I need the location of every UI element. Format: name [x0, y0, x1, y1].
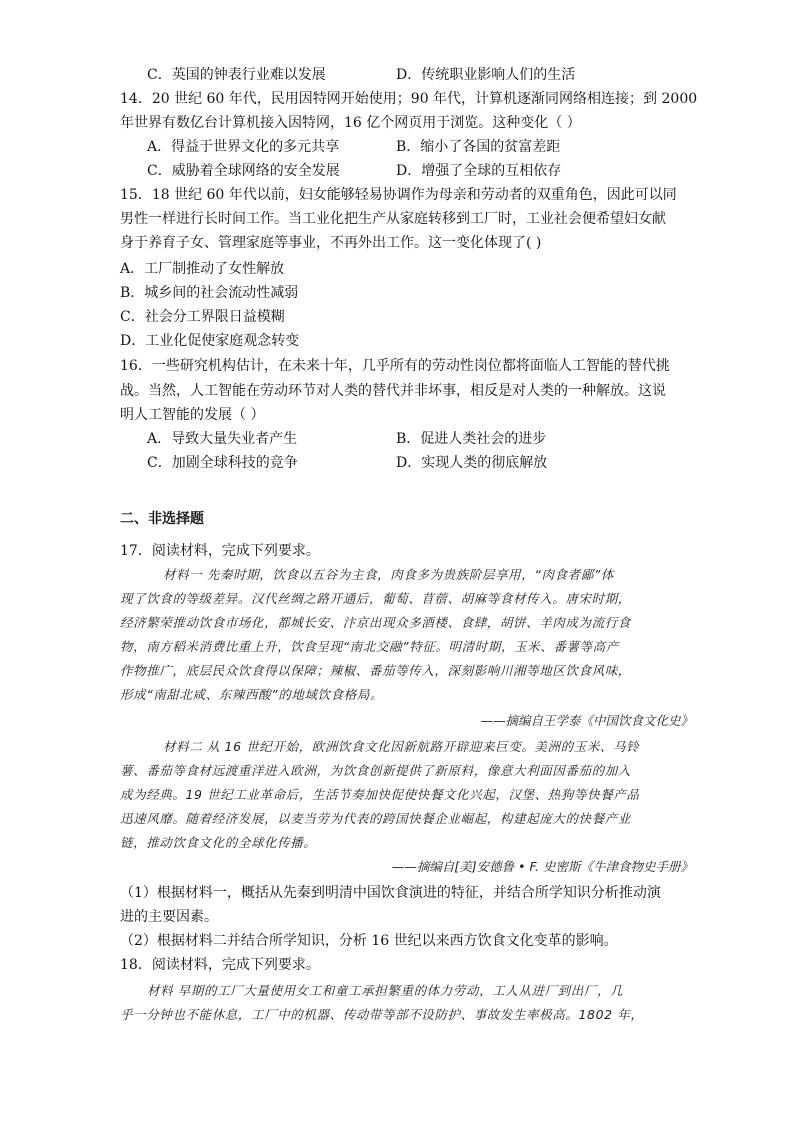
q17-material1-line: 物，南方稻米消费比重上升，饮食呈现“南北交融”特征。明清时期，玉米、番薯等高产 — [120, 639, 619, 654]
q16-stem-line3: 明人工智能的发展（ ） — [120, 407, 265, 423]
q17-material1-source: ——摘编自王学泰《中国饮食文化史》 — [480, 713, 693, 728]
q16-option-c: C．加剧全球科技的竞争 — [147, 455, 298, 471]
q15-stem-line3: 身于养育子女、管理家庭等事业，不再外出工作。这一变化体现了( ) — [120, 235, 542, 251]
q17-material2-line: 薯、番茄等食材远渡重洋进入欧洲，为饮食创新提供了新原料，像意大利面因番茄的加入 — [120, 763, 631, 778]
q14-option-a: A．得益于世界文化的多元共享 — [147, 139, 340, 155]
q17-material1-line: 材料一 先秦时期，饮食以五谷为主食，肉食多为贵族阶层享用，“肉食者鄙”体 — [163, 567, 615, 582]
q13-option-d: D．传统职业影响人们的生活 — [396, 67, 576, 83]
q18-material-line: 乎一分钟也不能休息，工厂中的机器、传动带等部不设防护、事故发生率极高。1802 年， — [120, 1007, 644, 1022]
q14-option-d: D．增强了全球的互相依存 — [396, 163, 562, 179]
q17-material1-line: 经济繁荣推动饮食市场化，都城长安、汴京出现众多酒楼、食肆，胡饼、羊肉成为流行食 — [120, 615, 631, 630]
q17-material2-source: ——摘编自[美]安德鲁 • F. 史密斯《牛津食物史手册》 — [391, 859, 693, 874]
q17-material1-line: 作物推广，底层民众饮食得以保障；辣椒、番茄等传入，深刻影响川湘等地区饮食风味， — [120, 663, 631, 678]
q17-material1-line: 形成“南甜北咸、东辣西酸”的地域饮食格局。 — [120, 687, 384, 702]
q15-option-b: B．城乡间的社会流动性减弱 — [120, 285, 299, 301]
q17-material1-line: 现了饮食的等级差异。汉代丝绸之路开通后，葡萄、苜蓿、胡麻等食材传入。唐宋时期， — [120, 591, 631, 606]
q15-option-a: A．工厂制推动了女性解放 — [120, 261, 285, 277]
q15-stem-line1: 15．18 世纪 60 年代以前，妇女能够轻易协调作为母亲和劳动者的双重角色，因此可以同 — [120, 187, 677, 203]
q15-stem-line2: 男性一样进行长时间工作。当工业化把生产从家庭转移到工厂时，工业社会便希望妇女献 — [120, 211, 666, 227]
q16-option-d: D．实现人类的彻底解放 — [396, 455, 548, 471]
q15-option-d: D．工业化促使家庭观念转变 — [120, 333, 300, 349]
q14-stem-line2: 年世界有数亿台计算机接入因特网，16 亿个网页用于浏览。这种变化（ ） — [120, 115, 581, 131]
q13-option-c: C．英国的钟表行业难以发展 — [147, 67, 326, 83]
q17-requirement1-line1: （1）根据材料一，概括从先秦到明清中国饮食演进的特征，并结合所学知识分析推动演 — [120, 885, 661, 901]
section-heading: 二、非选择题 — [120, 511, 204, 527]
q16-option-b: B．促进人类社会的进步 — [396, 431, 547, 447]
q17-material2-line: 成为经典。19 世纪工业革命后，生活节奏加快促使快餐文化兴起，汉堡、热狗等快餐产品 — [120, 787, 640, 802]
q14-option-c: C．威胁着全球网络的安全发展 — [147, 163, 340, 179]
q17-intro: 17．阅读材料，完成下列要求。 — [120, 543, 320, 559]
q18-intro: 18．阅读材料，完成下列要求。 — [120, 957, 320, 973]
q14-stem-line1: 14．20 世纪 60 年代，民用因特网开始使用；90 年代，计算机逐渐同网络相连接；到 2000 — [120, 91, 698, 107]
q16-stem-line2: 战。当然，人工智能在劳动环节对人类的替代并非坏事，相反是对人类的一种解放。这说 — [120, 383, 666, 399]
q17-material2-line: 链，推动饮食文化的全球化传播。 — [120, 835, 317, 850]
q17-material2-line: 材料二 从 16 世纪开始，欧洲饮食文化因新航路开辟迎来巨变。美洲的玉米、马铃 — [163, 739, 640, 754]
q17-requirement2: （2）根据材料二并结合所学知识，分析 16 世纪以来西方饮食文化变革的影响。 — [120, 933, 618, 949]
q15-option-c: C．社会分工界限日益模糊 — [120, 309, 285, 325]
q17-requirement1-line2: 进的主要因素。 — [120, 909, 218, 925]
q14-option-b: B．缩小了各国的贫富差距 — [396, 139, 561, 155]
q17-material2-line: 迅速风靡。随着经济发展，以麦当劳为代表的跨国快餐企业崛起，构建起庞大的快餐产业 — [120, 811, 631, 826]
q16-stem-line1: 16．一些研究机构估计，在未来十年，几乎所有的劳动性岗位都将面临人工智能的替代挑 — [120, 358, 670, 374]
q16-option-a: A．导致大量失业者产生 — [147, 431, 298, 447]
q18-material-line: 材料 早期的工厂大量使用女工和童工承担繁重的体力劳动，工人从进厂到出厂，几 — [147, 983, 624, 998]
